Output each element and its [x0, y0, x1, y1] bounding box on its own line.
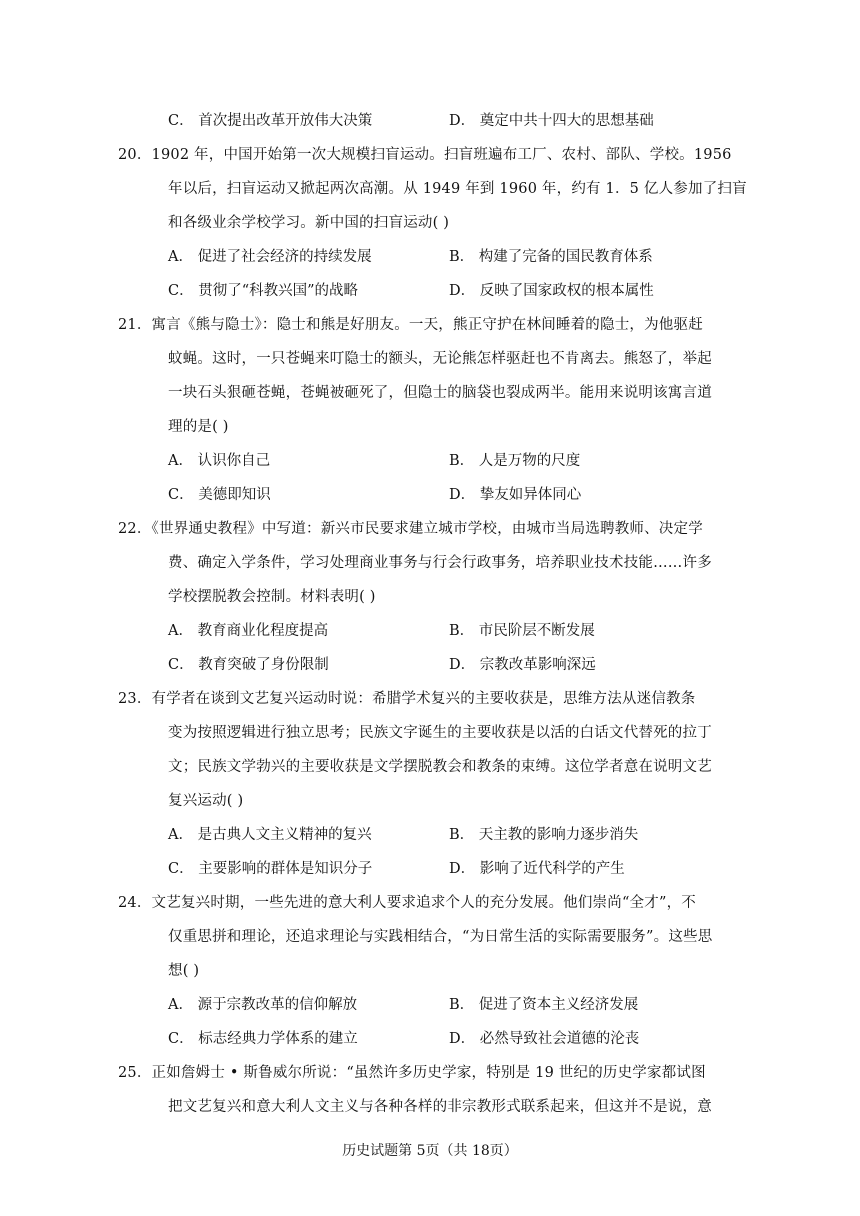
option-b: B． 构建了完备的国民教育体系	[449, 249, 653, 265]
question-text-line: 复兴运动( )	[168, 793, 244, 809]
page-content	[118, 104, 747, 1124]
option-c: C． 教育突破了身份限制	[168, 657, 329, 673]
option-d: D． 反映了国家政权的根本属性	[449, 283, 654, 299]
question-22	[118, 512, 728, 682]
question-24	[118, 886, 728, 1056]
option-a: A． 教育商业化程度提高	[168, 623, 329, 639]
question-text-line: 理的是( )	[168, 419, 229, 435]
question-text-line: 把文艺复兴和意大利人文主义与各种各样的非宗教形式联系起来，但这并不是说，意	[168, 1099, 712, 1115]
option-b: B． 促进了资本主义经济发展	[449, 997, 639, 1013]
options-row	[138, 478, 728, 512]
options-q19	[138, 104, 728, 138]
question-text-line: 22．《世界通史教程》中写道：新兴市民要求建立城市学校，由城市当局选聘教师、决定学	[118, 521, 703, 537]
question-text-line: 费、确定入学条件，学习处理商业事务与行会行政事务，培养职业技术技能……许多	[168, 555, 712, 571]
option-b: B． 市民阶层不断发展	[449, 623, 595, 639]
question-20	[118, 138, 747, 308]
question-23	[118, 682, 728, 886]
option-a: A． 是古典人文主义精神的复兴	[168, 827, 372, 843]
question-text-line: 仅重思拼和理论，还追求理论与实践相结合，“为日常生活的实际需要服务”。这些思	[168, 929, 713, 945]
option-d: D． 宗教改革影响深远	[449, 657, 596, 673]
question-text-line: 25．正如詹姆士 • 斯鲁威尔所说：“虽然许多历史学家，特别是 19 世纪的历史学家都试图	[118, 1065, 706, 1081]
option-c: C． 美德即知识	[168, 487, 271, 503]
options-row	[138, 444, 728, 478]
option-c: C． 主要影响的群体是知识分子	[168, 861, 373, 877]
question-text-line: 一块石头狠砸苍蝇，苍蝇被砸死了，但隐士的脑袋也裂成两半。能用来说明该寓言道	[168, 385, 712, 401]
option-a: A． 源于宗教改革的信仰解放	[168, 997, 358, 1013]
option-b: B． 人是万物的尺度	[449, 453, 581, 469]
question-text-line: 蚊蝇。这时，一只苍蝇来叮隐士的额头，无论熊怎样驱赶也不肯离去。熊怒了，举起	[168, 351, 712, 367]
option-a: A． 促进了社会经济的持续发展	[168, 249, 372, 265]
options-row	[138, 1022, 728, 1056]
question-21	[118, 308, 728, 512]
question-text-line: 20．1902 年，中国开始第一次大规模扫盲运动。扫盲班遍布工厂、农村、部队、学校。1956	[118, 147, 732, 163]
page-footer: 历史试题第 5页（共 18页）	[342, 1143, 518, 1159]
question-25	[118, 1056, 728, 1124]
option-c: C． 首次提出改革开放伟大决策	[168, 113, 373, 129]
question-text-line: 文；民族文学勃兴的主要收获是文学摆脱教会和教条的束缚。这位学者意在说明文艺	[168, 759, 712, 775]
options-row	[138, 614, 728, 648]
option-c: C． 贯彻了“科教兴国”的战略	[168, 283, 359, 299]
options-row	[138, 818, 728, 852]
options-row	[138, 648, 728, 682]
options-row	[138, 852, 728, 886]
question-text-line: 24．文艺复兴时期，一些先进的意大利人要求追求个人的充分发展。他们崇尚“全才”，不	[118, 895, 696, 911]
question-text-line: 学校摆脱教会控制。材料表明( )	[168, 589, 376, 605]
question-text-line: 想( )	[168, 963, 200, 979]
question-text-line: 变为按照逻辑进行独立思考；民族文字诞生的主要收获是以活的白话文代替死的拉丁	[168, 725, 712, 741]
option-a: A． 认识你自己	[168, 453, 271, 469]
options-row	[138, 274, 728, 308]
question-text-line: 23．有学者在谈到文艺复兴运动时说：希腊学术复兴的主要收获是，思维方法从迷信教条	[118, 691, 696, 707]
question-text-line: 和各级业余学校学习。新中国的扫盲运动( )	[168, 215, 450, 231]
option-c: C． 标志经典力学体系的建立	[168, 1031, 358, 1047]
question-text-line: 年以后，扫盲运动又掀起两次高潮。从 1949 年到 1960 年，约有 1．5 亿人参加了扫盲	[168, 181, 747, 197]
option-b: B． 天主教的影响力逐步消失	[449, 827, 639, 843]
question-text-line: 21．寓言《熊与隐士》：隐士和熊是好朋友。一天，熊正守护在林间睡着的隐士，为他驱赶	[118, 317, 703, 333]
options-row	[138, 988, 728, 1022]
option-d: D． 奠定中共十四大的思想基础	[449, 113, 654, 129]
options-row	[138, 240, 728, 274]
option-d: D． 必然导致社会道德的沦丧	[449, 1031, 640, 1047]
option-d: D． 影响了近代科学的产生	[449, 861, 625, 877]
option-d: D． 挚友如异体同心	[449, 487, 582, 503]
